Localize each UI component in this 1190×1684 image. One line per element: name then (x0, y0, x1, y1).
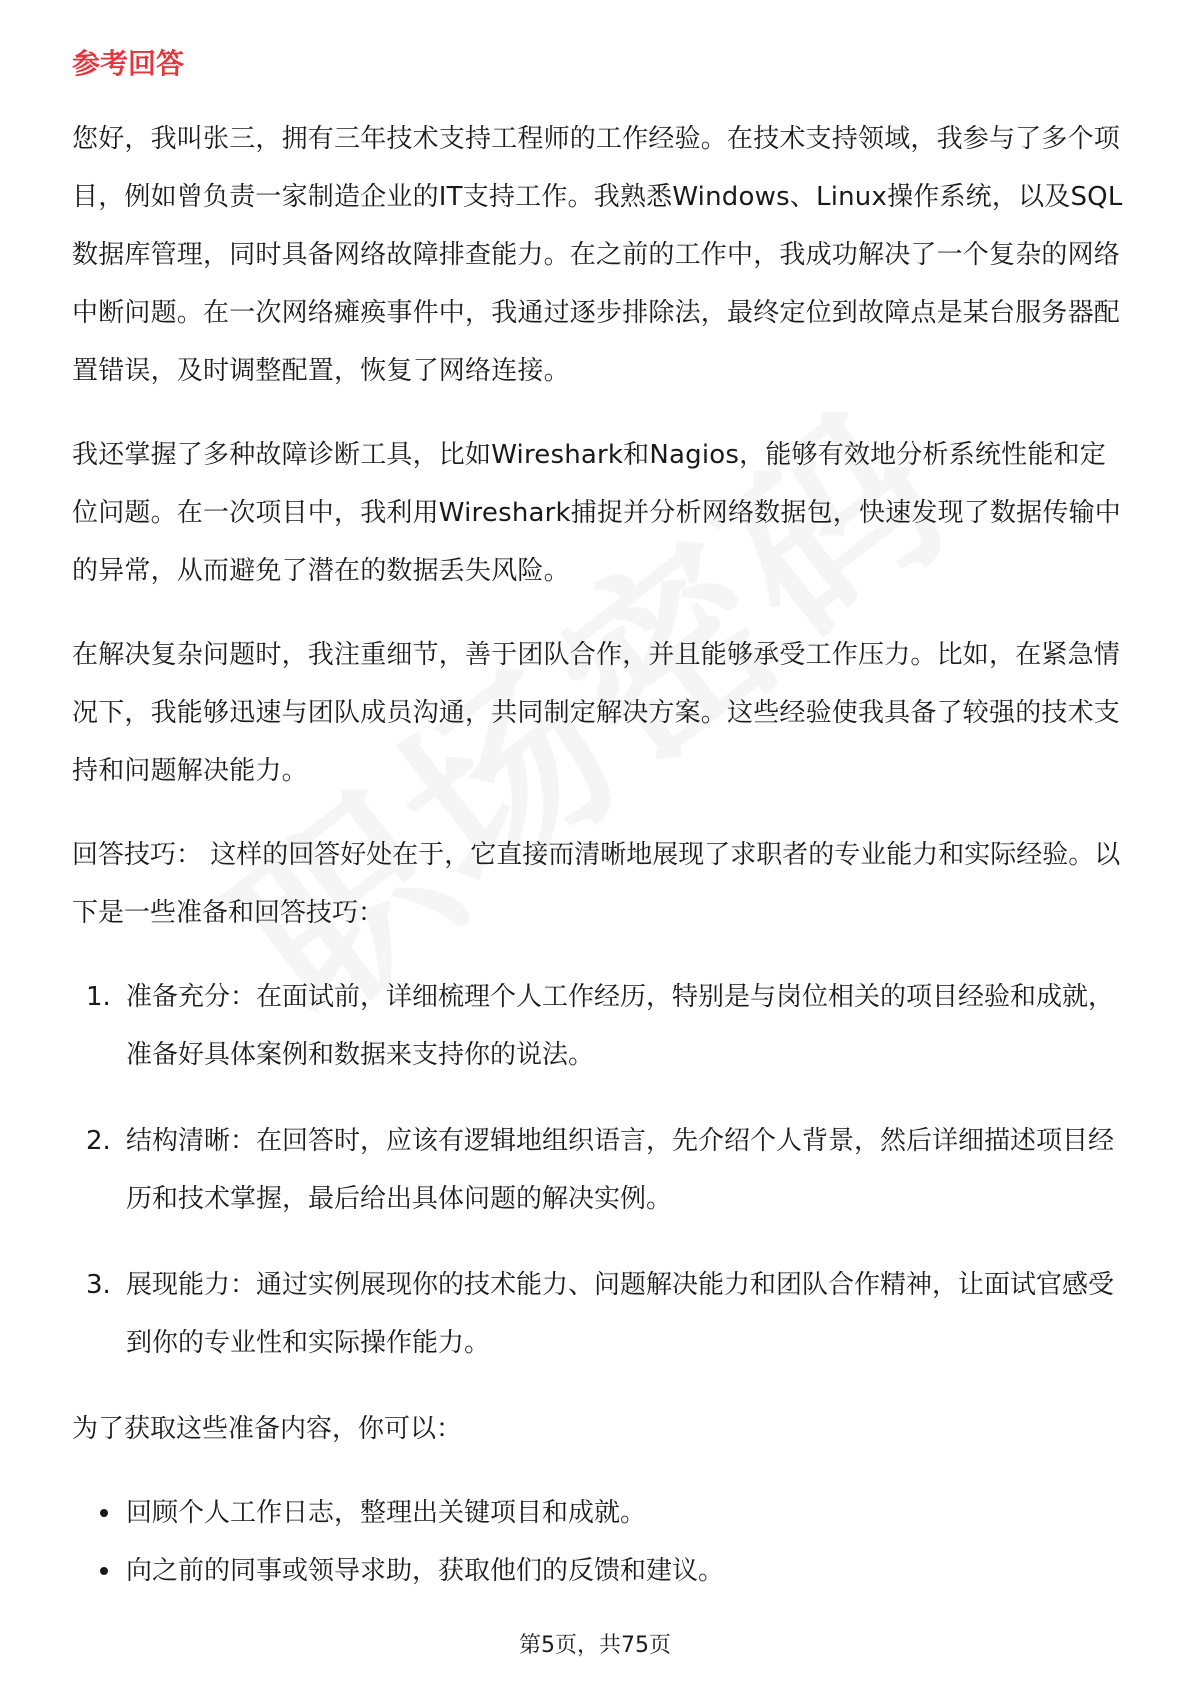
answer-paragraph-3: 在解决复杂问题时，我注重细节，善于团队合作，并且能够承受工作压力。比如，在紧急情况下，我能够迅速与团队成员沟通，共同制定解决方案。这些经验使我具备了较强的技术支持和问题解决能力。 (72, 640, 1121, 786)
tip-item-3 (72, 1256, 1132, 1372)
prep-item-1 (72, 1484, 1132, 1542)
tip-text: 结构清晰：在回答时，应该有逻辑地组织语言，先介绍个人背景，然后详细描述项目经历和技术掌握，最后给出具体问题的解决实例。 (126, 1126, 1115, 1214)
prep-intro: 为了获取这些准备内容，你可以： (72, 1414, 463, 1444)
tip-number: 3. (86, 1270, 111, 1300)
prep-list (72, 1484, 1132, 1600)
document-page (72, 44, 1132, 1600)
bullet-icon (100, 1509, 108, 1517)
tip-number: 1. (86, 982, 111, 1012)
tip-text: 准备充分：在面试前，详细梳理个人工作经历，特别是与岗位相关的项目经验和成就，准备好具体案例和数据来支持你的说法。 (126, 982, 1115, 1070)
tip-item-2 (72, 1112, 1132, 1228)
tip-item-1 (72, 968, 1132, 1084)
prep-text: 向之前的同事或领导求助，获取他们的反馈和建议。 (126, 1556, 725, 1586)
tip-text: 展现能力：通过实例展现你的技术能力、问题解决能力和团队合作精神，让面试官感受到你的专业性和实际操作能力。 (126, 1270, 1115, 1358)
page-number: 第5页，共75页 (519, 1633, 671, 1658)
tips-list (72, 968, 1132, 1372)
tip-number: 2. (86, 1126, 111, 1156)
answer-paragraph-1: 您好，我叫张三，拥有三年技术支持工程师的工作经验。在技术支持领域，我参与了多个项目，例如曾负责一家制造企业的IT支持工作。我熟悉Windows、Linux操作系统，以及SQL数据库管理，同时具备网络故障排查能力。在之前的工作中，我成功解决了一个复杂的网络中断问题。在一次网络瘫痪事件中，我通过逐步排除法，最终定位到故障点是某台服务器配置错误，及时调整配置，恢复了网络连接。 (72, 124, 1123, 386)
prep-text: 回顾个人工作日志，整理出关键项目和成就。 (126, 1498, 647, 1528)
prep-item-2 (72, 1542, 1132, 1600)
tips-intro: 回答技巧： 这样的回答好处在于，它直接而清晰地展现了求职者的专业能力和实际经验。以下是一些准备和回答技巧： (72, 840, 1121, 928)
section-title: 参考回答 (72, 47, 185, 80)
answer-paragraph-2: 我还掌握了多种故障诊断工具，比如Wireshark和Nagios，能够有效地分析系统性能和定位问题。在一次项目中，我利用Wireshark捕捉并分析网络数据包，快速发现了数据传输中的异常，从而避免了潜在的数据丢失风险。 (72, 440, 1121, 586)
bullet-icon (100, 1567, 108, 1575)
